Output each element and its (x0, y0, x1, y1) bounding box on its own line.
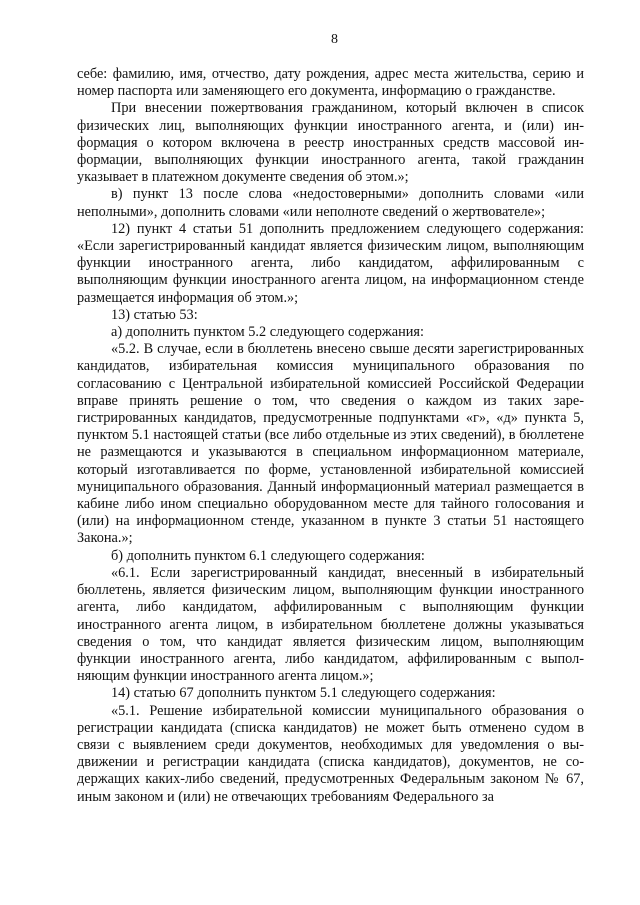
paragraph-item-14-article-67: 14) статью 67 дополнить пунктом 5.1 следующего содержания: (111, 685, 496, 702)
paragraph-item-13-article-53: 13) статью 53: (111, 306, 198, 323)
paragraph-point-5-2-text: «5.2. В случае, если в бюллетень внесено свыше десяти зарегистрированных кандидатов, избирательная комиссия муниципального образования по согласованию с Центральной избирательной комиссией Российской Федерации вправе принять решение о том, что сведения о каждом из таких зарегистрированных кандидатов, предусмотренные подпунктами «г», «д» пункта 5, пунктом 5.1 настоящей статьи (все либо отдельные из этих сведений), в бюллетене не размещаются и указываются в специальном информационном материале, который изготавливается по форме, установленной избирательной комиссией муниципального образования. Данный информационный материал размещается в кабине либо ином специально оборудованном месте для тайного голосования и (или) на информационном стенде, указанном в пункте 3 статьи 51 настоящего Закона.»; (77, 341, 584, 547)
paragraph-point-6-1-text: «6.1. Если зарегистрированный кандидат, внесенный в избирательный бюллетень, является физическим лицом, выполняющим функции иностранного агента, либо кандидатом, аффилированным с выполняющим функции иностранного агента лицом, в избирательном бюллетене должны указываться сведения о том, что кандидат является физическим лицом, выполняющим функции иностранного агента, либо кандидатом, аффилированным с выполняющим функции иностранного агента лицом.»; (77, 564, 584, 685)
paragraph-item-a-point-5-2: а) дополнить пунктом 5.2 следующего содержания: (111, 324, 424, 341)
paragraph-item-b-point-6-1: б) дополнить пунктом 6.1 следующего содержания: (111, 547, 425, 564)
document-body (77, 66, 584, 806)
paragraph-donation-foreign-agent: При внесении пожертвования гражданином, который включен в список физических лиц, выполняющих функции иностранного агента, и (или) информация о котором включена в реестр иностранных средств массовой информации, выполняющих функции иностранного агента, такой гражданин указывает в платежном документе сведения об этом.»; (77, 100, 584, 186)
paragraph-item-v-point-13: в) пункт 13 после слова «недостоверными» дополнить словами «или неполными», дополнить словами «или неполноте сведений о жертвователе»; (77, 186, 584, 220)
paragraph-item-12-article-51: 12) пункт 4 статьи 51 дополнить предложением следующего содержания: «Если зарегистрированный кандидат является физическим лицом, выполняющим функции иностранного агента, либо кандидатом, аффилированным с выполняющим функции иностранного агента лицом, на информационном стенде размещается информация об этом.»; (77, 220, 584, 306)
page-number: 8 (331, 32, 338, 47)
paragraph-point-5-1-text: «5.1. Решение избирательной комиссии муниципального образования о регистрации кандидата (списка кандидатов) не может быть отменено судом в связи с выявлением среди документов, необходимых для уведомления о выдвижении и регистрации кандидата (списка кандидатов), документов, не содержащих каких-либо сведений, предусмотренных Федеральным законом № 67, иным законом и (или) не отвечающих требованиям Федерального за (77, 702, 584, 805)
paragraph-continuation: себе: фамилию, имя, отчество, дату рождения, адрес места жительства, серию и номер паспорта или заменяющего его документа, информацию о гражданстве. (77, 66, 584, 100)
